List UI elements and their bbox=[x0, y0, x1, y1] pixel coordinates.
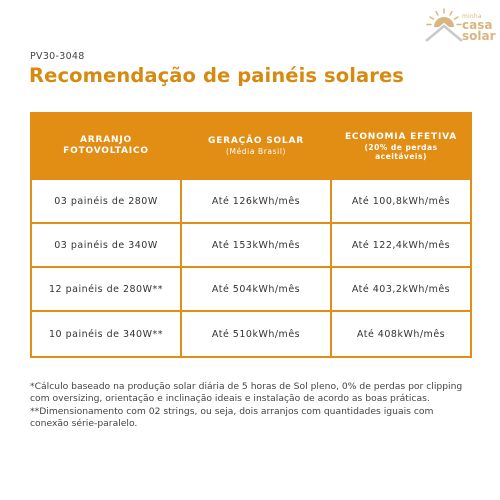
table-cell-arranjo: 10 painéis de 340W** bbox=[32, 312, 180, 356]
sun-house-icon bbox=[424, 7, 464, 43]
brand-line-2: casa bbox=[462, 18, 493, 32]
table-cell-arranjo: 03 painéis de 340W bbox=[32, 224, 180, 266]
recommendation-table bbox=[30, 112, 472, 358]
header-arranjo-line2: FOTOVOLTAICO bbox=[63, 146, 149, 156]
document-code: PV30-3048 bbox=[30, 51, 85, 62]
header-geracao-title: GERAÇÃO SOLAR bbox=[208, 136, 304, 146]
header-economia-sub2: aceitáveis) bbox=[375, 151, 427, 161]
brand-line-3: solar bbox=[462, 29, 496, 43]
header-economia bbox=[332, 114, 470, 178]
header-arranjo-line1: ARRANJO bbox=[80, 135, 132, 145]
table-cell-arranjo: 12 painéis de 280W** bbox=[32, 268, 180, 310]
table-cell-geracao: Até 504kWh/mês bbox=[182, 268, 330, 310]
table-cell-geracao: Até 510kWh/mês bbox=[182, 312, 330, 356]
footnote-strings: **Dimensionamento com 02 strings, ou seja, dois arranjos com quantidades iguais com conexão série-paralelo. bbox=[30, 405, 434, 429]
header-economia-sub1: (20% de perdas bbox=[364, 142, 438, 152]
table-cell-economia: Até 403,2kWh/mês bbox=[332, 268, 470, 310]
header-economia-title: ECONOMIA EFETIVA bbox=[344, 131, 458, 142]
table-cell-arranjo: 03 painéis de 280W bbox=[32, 180, 180, 222]
footnotes bbox=[30, 381, 475, 430]
table-cell-geracao: Até 153kWh/mês bbox=[182, 224, 330, 266]
header-geracao-sub: (Média Brasil) bbox=[225, 147, 287, 156]
table-cell-geracao: Até 126kWh/mês bbox=[182, 180, 330, 222]
table-cell-economia: Até 100,8kWh/mês bbox=[332, 180, 470, 222]
page-title: Recomendação de painéis solares bbox=[29, 64, 404, 87]
brand-line-1: minha bbox=[462, 13, 482, 20]
table-cell-economia: Até 122,4kWh/mês bbox=[332, 224, 470, 266]
header-geracao bbox=[182, 114, 330, 178]
table-cell-economia: Até 408kWh/mês bbox=[332, 312, 470, 356]
brand-logo bbox=[424, 7, 496, 45]
footnote-calculation: *Cálculo baseado na produção solar diária de 5 horas de Sol pleno, 0% de perdas por clipping com oversizing, orientação e inclinação ideais e instalação de acordo as boas práticas. bbox=[30, 381, 463, 405]
header-arranjo bbox=[32, 114, 180, 178]
